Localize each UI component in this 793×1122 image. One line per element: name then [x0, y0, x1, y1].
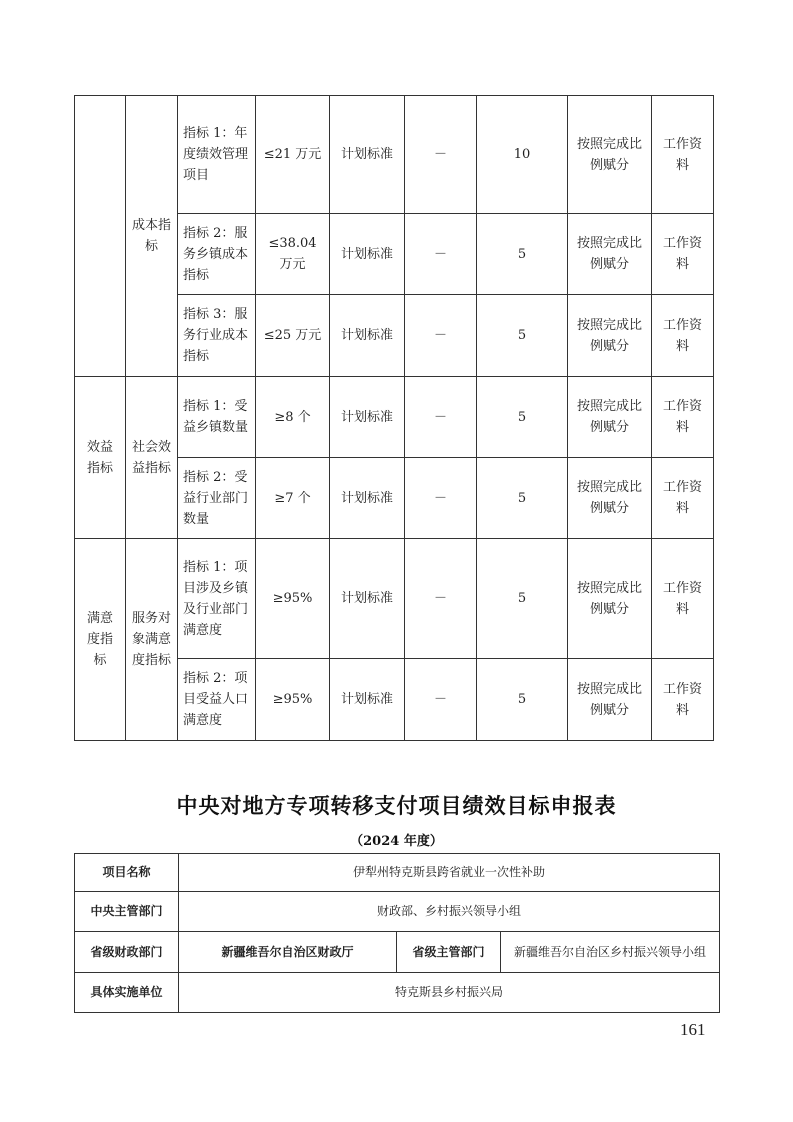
indicator-weight: 10 [477, 96, 568, 214]
indicator-source: 工作资料 [652, 377, 714, 458]
central-dept-label: 中央主管部门 [75, 892, 179, 932]
indicator-method: 按照完成比例赋分 [568, 659, 652, 741]
prov-dept-label: 省级主管部门 [397, 932, 501, 973]
indicator-source: 工作资料 [652, 458, 714, 539]
central-dept-value: 财政部、乡村振兴领导小组 [179, 892, 720, 932]
indicator-weight: 5 [477, 377, 568, 458]
indicator-value: ≥8 个 [256, 377, 330, 458]
indicator-name: 指标 2：项目受益人口满意度 [178, 659, 256, 741]
level2-service: 服务对象满意度指标 [126, 539, 178, 741]
project-info-table [74, 853, 720, 1013]
indicator-method: 按照完成比例赋分 [568, 96, 652, 214]
prov-finance-value: 新疆维吾尔自治区财政厅 [179, 932, 397, 973]
indicator-weight: 5 [477, 458, 568, 539]
level1-benefit: 效益指标 [75, 377, 126, 539]
indicator-value: ≥7 个 [256, 458, 330, 539]
indicator-name: 指标 1：年度绩效管理项目 [178, 96, 256, 214]
indicator-basis: 计划标准 [330, 214, 405, 295]
table-row [75, 973, 720, 1013]
indicator-name: 指标 1：受益乡镇数量 [178, 377, 256, 458]
prov-finance-label: 省级财政部门 [75, 932, 179, 973]
project-name-label: 项目名称 [75, 854, 179, 892]
indicator-dash: － [405, 458, 477, 539]
indicator-basis: 计划标准 [330, 295, 405, 377]
indicator-dash: － [405, 295, 477, 377]
indicator-weight: 5 [477, 295, 568, 377]
performance-indicator-table [74, 95, 714, 741]
form-title: 中央对地方专项转移支付项目绩效目标申报表 [176, 794, 617, 818]
form-year: （2024 年度） [350, 834, 443, 849]
indicator-method: 按照完成比例赋分 [568, 458, 652, 539]
indicator-value: ≥95% [256, 539, 330, 659]
indicator-basis: 计划标准 [330, 96, 405, 214]
indicator-source: 工作资料 [652, 295, 714, 377]
indicator-basis: 计划标准 [330, 377, 405, 458]
impl-unit-value: 特克斯县乡村振兴局 [179, 973, 720, 1013]
indicator-dash: － [405, 214, 477, 295]
indicator-value: ≤21 万元 [256, 96, 330, 214]
impl-unit-label: 具体实施单位 [75, 973, 179, 1013]
indicator-value: ≥95% [256, 659, 330, 741]
level2-cost: 成本指标 [126, 96, 178, 377]
table-row [75, 377, 714, 458]
indicator-value: ≤25 万元 [256, 295, 330, 377]
indicator-value: ≤38.04 万元 [256, 214, 330, 295]
prov-dept-value: 新疆维吾尔自治区乡村振兴领导小组 [501, 932, 720, 973]
indicator-method: 按照完成比例赋分 [568, 377, 652, 458]
indicator-dash: － [405, 96, 477, 214]
table-row [75, 932, 720, 973]
indicator-basis: 计划标准 [330, 659, 405, 741]
indicator-method: 按照完成比例赋分 [568, 214, 652, 295]
indicator-weight: 5 [477, 659, 568, 741]
indicator-dash: － [405, 659, 477, 741]
project-name-value: 伊犁州特克斯县跨省就业一次性补助 [179, 854, 720, 892]
table-row [75, 892, 720, 932]
indicator-weight: 5 [477, 539, 568, 659]
indicator-weight: 5 [477, 214, 568, 295]
level1-cell-empty [75, 96, 126, 377]
indicator-dash: － [405, 377, 477, 458]
indicator-source: 工作资料 [652, 214, 714, 295]
indicator-source: 工作资料 [652, 539, 714, 659]
indicator-name: 指标 3：服务行业成本指标 [178, 295, 256, 377]
level2-social: 社会效益指标 [126, 377, 178, 539]
level1-satisfaction: 满意度指标 [75, 539, 126, 741]
indicator-dash: － [405, 539, 477, 659]
indicator-source: 工作资料 [652, 659, 714, 741]
indicator-method: 按照完成比例赋分 [568, 295, 652, 377]
indicator-name: 指标 2：服务乡镇成本指标 [178, 214, 256, 295]
indicator-name: 指标 2：受益行业部门数量 [178, 458, 256, 539]
table-row [75, 539, 714, 659]
indicator-name: 指标 1：项目涉及乡镇及行业部门满意度 [178, 539, 256, 659]
indicator-source: 工作资料 [652, 96, 714, 214]
table-row [75, 854, 720, 892]
indicator-basis: 计划标准 [330, 539, 405, 659]
page-number: 161 [680, 1020, 706, 1039]
indicator-method: 按照完成比例赋分 [568, 539, 652, 659]
indicator-basis: 计划标准 [330, 458, 405, 539]
table-row [75, 96, 714, 214]
